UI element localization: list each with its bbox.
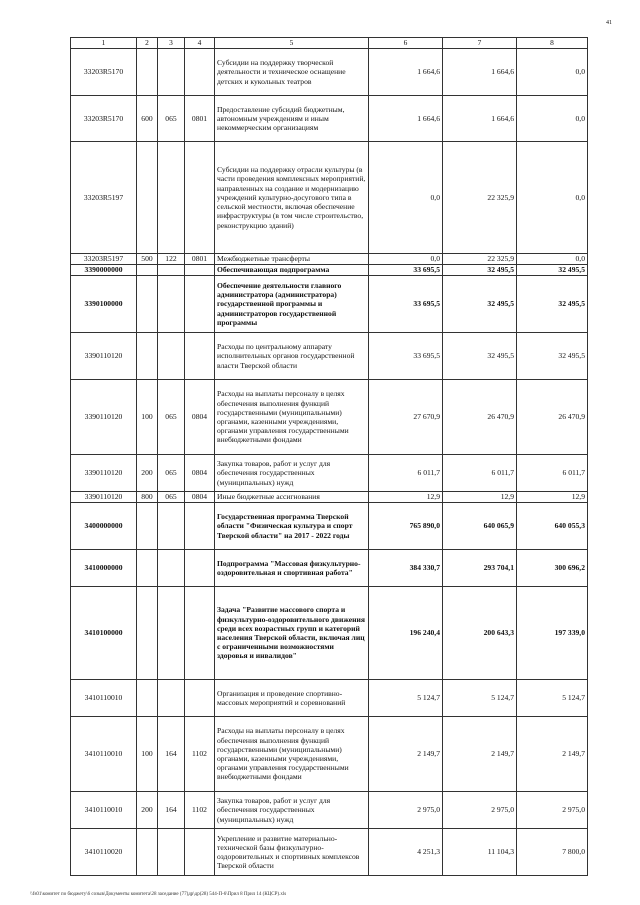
cell-col-3 — [158, 276, 185, 333]
cell-name: Государственная программа Тверской области "Физическая культура и спорт Тверской области" на 2017 - 2022 годы — [215, 503, 369, 550]
cell-col-2 — [137, 49, 158, 96]
cell-col-4 — [185, 142, 215, 254]
cell-code: 33203R5170 — [71, 49, 137, 96]
cell-col-4 — [185, 276, 215, 333]
cell-col-4 — [185, 265, 215, 276]
cell-name: Обеспечение деятельности главного администратора (администратора) государственной программы и администраторов государственной программы — [215, 276, 369, 333]
cell-amount-7: 1 664,6 — [443, 49, 517, 96]
cell-col-4 — [185, 680, 215, 717]
cell-amount-7: 22 325,9 — [443, 142, 517, 254]
cell-amount-7: 5 124,7 — [443, 680, 517, 717]
cell-amount-8: 0,0 — [517, 142, 588, 254]
cell-col-3 — [158, 680, 185, 717]
cell-col-3: 122 — [158, 254, 185, 265]
cell-code: 33203R5170 — [71, 96, 137, 142]
cell-code: 3390110120 — [71, 333, 137, 380]
cell-amount-8: 7 800,0 — [517, 829, 588, 876]
cell-col-3: 164 — [158, 717, 185, 792]
cell-amount-8: 0,0 — [517, 49, 588, 96]
table-row — [71, 680, 588, 717]
cell-col-4: 1102 — [185, 792, 215, 829]
cell-name: Укрепление и развитие материально-технической базы физкультурно-оздоровительных и спортивных комплексов Тверской области — [215, 829, 369, 876]
column-header: 7 — [443, 38, 517, 49]
cell-col-3 — [158, 503, 185, 550]
cell-col-4 — [185, 550, 215, 587]
cell-col-4 — [185, 587, 215, 680]
cell-amount-8: 32 495,5 — [517, 333, 588, 380]
cell-amount-6: 196 240,4 — [369, 587, 443, 680]
cell-amount-7: 293 704,1 — [443, 550, 517, 587]
cell-code: 3390110120 — [71, 492, 137, 503]
cell-amount-7: 6 011,7 — [443, 455, 517, 492]
page-number: 41 — [606, 20, 612, 26]
column-header: 4 — [185, 38, 215, 49]
cell-name: Расходы на выплаты персоналу в целях обеспечения выполнения функций государственными (муниципальными) органами, казенными учреждениями, органами управления государственными внебюджетными фондами — [215, 717, 369, 792]
column-header: 8 — [517, 38, 588, 49]
cell-name: Межбюджетные трансферты — [215, 254, 369, 265]
cell-amount-8: 2 149,7 — [517, 717, 588, 792]
cell-amount-8: 12,9 — [517, 492, 588, 503]
cell-col-2: 200 — [137, 455, 158, 492]
table-row — [71, 142, 588, 254]
cell-col-3 — [158, 333, 185, 380]
cell-amount-7: 200 643,3 — [443, 587, 517, 680]
table-body — [71, 49, 588, 876]
cell-col-4: 0804 — [185, 492, 215, 503]
table-row — [71, 49, 588, 96]
table-row — [71, 333, 588, 380]
cell-amount-6: 5 124,7 — [369, 680, 443, 717]
cell-amount-6: 0,0 — [369, 142, 443, 254]
table-row — [71, 254, 588, 265]
cell-amount-8: 640 055,3 — [517, 503, 588, 550]
cell-col-2: 100 — [137, 717, 158, 792]
column-header: 1 — [71, 38, 137, 49]
cell-amount-6: 12,9 — [369, 492, 443, 503]
cell-col-3: 065 — [158, 492, 185, 503]
cell-col-3 — [158, 49, 185, 96]
cell-amount-6: 765 890,0 — [369, 503, 443, 550]
cell-code: 3410110010 — [71, 680, 137, 717]
cell-col-2 — [137, 265, 158, 276]
cell-amount-6: 1 664,6 — [369, 49, 443, 96]
cell-name: Субсидии на поддержку творческой деятельности и техническое оснащение детских и кукольных театров — [215, 49, 369, 96]
cell-col-3: 065 — [158, 455, 185, 492]
cell-col-2: 200 — [137, 792, 158, 829]
cell-code: 3410110010 — [71, 717, 137, 792]
cell-code: 33203R5197 — [71, 142, 137, 254]
cell-amount-6: 0,0 — [369, 254, 443, 265]
cell-amount-6: 2 149,7 — [369, 717, 443, 792]
cell-col-4 — [185, 503, 215, 550]
cell-amount-6: 1 664,6 — [369, 96, 443, 142]
cell-col-4: 0801 — [185, 96, 215, 142]
cell-name: Расходы на выплаты персоналу в целях обеспечения выполнения функций государственными (муниципальными) органами, казенными учреждениями, органами управления государственными внебюджетными фондами — [215, 380, 369, 455]
cell-col-2 — [137, 587, 158, 680]
cell-amount-6: 33 695,5 — [369, 265, 443, 276]
cell-code: 3390110120 — [71, 380, 137, 455]
cell-name: Задача "Развитие массового спорта и физкультурно-оздоровительного движения среди всех возрастных групп и категорий населения Тверской области, включая лиц с ограниченными возможностями здоровья и инвалидов" — [215, 587, 369, 680]
table-row — [71, 829, 588, 876]
cell-code: 3410100000 — [71, 587, 137, 680]
cell-amount-7: 32 495,5 — [443, 265, 517, 276]
table-row — [71, 503, 588, 550]
cell-amount-7: 1 664,6 — [443, 96, 517, 142]
cell-amount-6: 33 695,5 — [369, 276, 443, 333]
cell-col-2 — [137, 550, 158, 587]
cell-amount-7: 32 495,5 — [443, 276, 517, 333]
cell-amount-7: 26 470,9 — [443, 380, 517, 455]
cell-name: Организация и проведение спортивно-массовых мероприятий и соревнований — [215, 680, 369, 717]
cell-name: Закупка товаров, работ и услуг для обеспечения государственных (муниципальных) нужд — [215, 455, 369, 492]
cell-amount-6: 384 330,7 — [369, 550, 443, 587]
column-header: 3 — [158, 38, 185, 49]
cell-col-4: 1102 — [185, 717, 215, 792]
table-row — [71, 587, 588, 680]
budget-table — [70, 37, 588, 876]
cell-amount-8: 197 339,0 — [517, 587, 588, 680]
cell-col-4: 0801 — [185, 254, 215, 265]
cell-code: 3410110020 — [71, 829, 137, 876]
table-row — [71, 265, 588, 276]
cell-col-3: 065 — [158, 380, 185, 455]
cell-amount-7: 12,9 — [443, 492, 517, 503]
cell-amount-8: 300 696,2 — [517, 550, 588, 587]
cell-code: 3410110010 — [71, 792, 137, 829]
cell-amount-6: 27 670,9 — [369, 380, 443, 455]
cell-code: 3410000000 — [71, 550, 137, 587]
cell-amount-6: 4 251,3 — [369, 829, 443, 876]
cell-amount-8: 6 011,7 — [517, 455, 588, 492]
cell-col-2 — [137, 333, 158, 380]
cell-col-2: 800 — [137, 492, 158, 503]
cell-col-3 — [158, 142, 185, 254]
cell-col-2 — [137, 829, 158, 876]
cell-amount-8: 26 470,9 — [517, 380, 588, 455]
cell-col-4 — [185, 49, 215, 96]
cell-amount-7: 2 149,7 — [443, 717, 517, 792]
cell-code: 33203R5197 — [71, 254, 137, 265]
cell-name: Подпрограмма "Массовая физкультурно-оздоровительная и спортивная работа" — [215, 550, 369, 587]
cell-col-2: 100 — [137, 380, 158, 455]
table-row — [71, 492, 588, 503]
cell-amount-7: 640 065,9 — [443, 503, 517, 550]
footer-file-path: \\fs01\комитет по бюджету\6 созыв\Документы комитета\28 заседание (77)др\др(28) 544-П-6\Прил 8 Прил 14 (КЦСР).xls — [30, 892, 287, 897]
cell-amount-8: 2 975,0 — [517, 792, 588, 829]
table-row — [71, 380, 588, 455]
cell-name: Закупка товаров, работ и услуг для обеспечения государственных (муниципальных) нужд — [215, 792, 369, 829]
cell-col-2 — [137, 503, 158, 550]
cell-col-2 — [137, 276, 158, 333]
cell-col-3 — [158, 265, 185, 276]
cell-amount-7: 11 104,3 — [443, 829, 517, 876]
cell-col-3 — [158, 829, 185, 876]
cell-amount-6: 33 695,5 — [369, 333, 443, 380]
cell-name: Субсидии на поддержку отрасли культуры (в части проведения комплексных мероприятий, направленных на создание и модернизацию учреждений культурно-досугового типа в сельской местности, включая обеспечение инфраструктуры (в том числе строительство, реконструкцию зданий) — [215, 142, 369, 254]
table-row — [71, 550, 588, 587]
cell-code: 3400000000 — [71, 503, 137, 550]
cell-name: Расходы по центральному аппарату исполнительных органов государственной власти Тверской области — [215, 333, 369, 380]
cell-code: 3390000000 — [71, 265, 137, 276]
column-header: 5 — [215, 38, 369, 49]
cell-col-4 — [185, 333, 215, 380]
table-row — [71, 455, 588, 492]
table-header-row — [71, 38, 588, 49]
cell-col-4: 0804 — [185, 380, 215, 455]
cell-amount-8: 32 495,5 — [517, 276, 588, 333]
cell-col-3: 065 — [158, 96, 185, 142]
table-row — [71, 96, 588, 142]
cell-amount-7: 32 495,5 — [443, 333, 517, 380]
table-row — [71, 276, 588, 333]
cell-col-4 — [185, 829, 215, 876]
column-header: 6 — [369, 38, 443, 49]
cell-amount-8: 0,0 — [517, 254, 588, 265]
cell-col-3 — [158, 550, 185, 587]
cell-col-4: 0804 — [185, 455, 215, 492]
cell-col-2 — [137, 142, 158, 254]
cell-name: Обеспечивающая подпрограмма — [215, 265, 369, 276]
table-row — [71, 717, 588, 792]
cell-amount-8: 0,0 — [517, 96, 588, 142]
cell-col-2: 500 — [137, 254, 158, 265]
cell-col-2: 600 — [137, 96, 158, 142]
cell-amount-6: 2 975,0 — [369, 792, 443, 829]
cell-amount-8: 32 495,5 — [517, 265, 588, 276]
cell-name: Предоставление субсидий бюджетным, автономным учреждениям и иным некоммерческим организациям — [215, 96, 369, 142]
cell-amount-7: 22 325,9 — [443, 254, 517, 265]
table-row — [71, 792, 588, 829]
cell-col-3 — [158, 587, 185, 680]
cell-amount-8: 5 124,7 — [517, 680, 588, 717]
cell-name: Иные бюджетные ассигнования — [215, 492, 369, 503]
cell-amount-7: 2 975,0 — [443, 792, 517, 829]
cell-code: 3390110120 — [71, 455, 137, 492]
cell-col-3: 164 — [158, 792, 185, 829]
cell-amount-6: 6 011,7 — [369, 455, 443, 492]
cell-code: 3390100000 — [71, 276, 137, 333]
cell-col-2 — [137, 680, 158, 717]
column-header: 2 — [137, 38, 158, 49]
